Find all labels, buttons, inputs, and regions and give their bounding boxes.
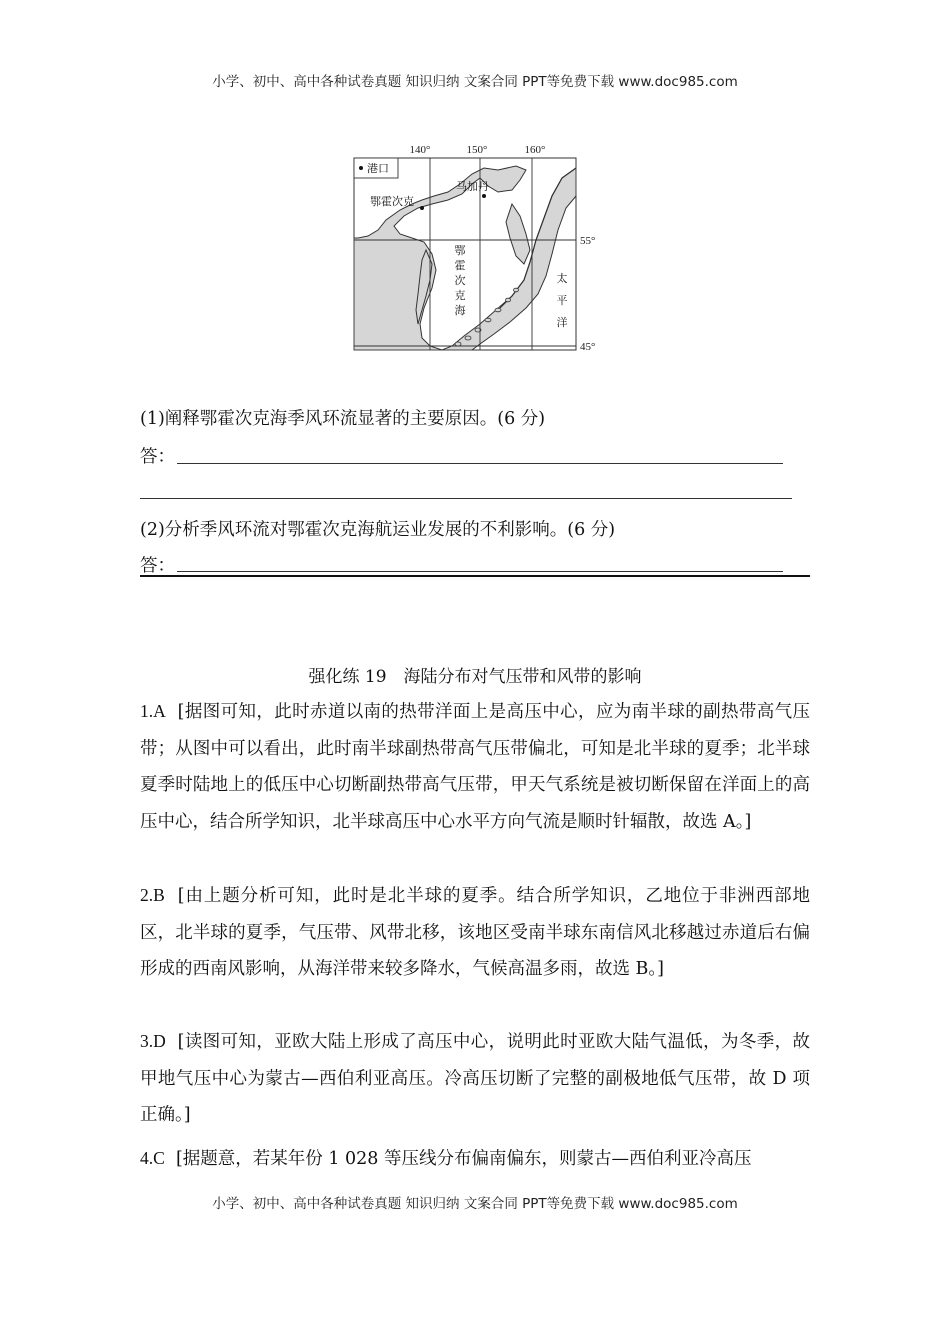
answer-4 [140,1140,810,1178]
okhotsk-map [340,138,620,360]
lat-label-55: 55° [580,235,596,247]
answer-3 [140,1023,810,1134]
answer-2-number: 2.B [140,885,165,905]
svg-text:海: 海 [454,304,466,317]
question-2: (2)分析季风环流对鄂霍次克海航运业发展的不利影响。(6 分) [140,520,616,540]
port-magadan-label: 马加丹 [456,180,489,193]
lat-label-45: 45° [580,341,596,353]
svg-text:克: 克 [454,289,466,302]
section-title: 强化练 19 海陆分布对气压带和风带的影响 [308,667,642,687]
sea-label [455,244,466,317]
port-okhotsk-dot [420,206,424,210]
answer-4-text: [据题意，若某年份 1 028 等压线分布偏南偏东，则蒙古—西伯利亚冷高压 [175,1149,752,1169]
port-magadan-dot [482,194,486,198]
answer-line-2a[interactable] [177,571,783,572]
port-okhotsk-label: 鄂霍次克 [370,195,414,208]
answer-1 [140,693,810,840]
lon-label-140: 140° [409,144,431,156]
answer-label-2: 答： [140,556,175,576]
svg-text:平: 平 [556,294,568,307]
answer-line-1a[interactable] [177,463,783,464]
legend-label: 港口 [367,162,389,175]
ocean-label [557,271,568,329]
answer-4-number: 4.C [140,1148,165,1168]
answer-line-1b[interactable] [140,498,792,499]
lon-label-150: 150° [466,144,488,156]
answer-label-1: 答： [140,447,175,467]
page-footer: 小学、初中、高中各种试卷真题 知识归纳 文案合同 PPT等免费下载 www.doc985.com [212,1196,738,1212]
svg-text:鄂: 鄂 [454,244,466,257]
question-1: (1)阐释鄂霍次克海季风环流显著的主要原因。(6 分) [140,409,546,429]
lon-label-160: 160° [524,144,546,156]
answer-3-number: 3.D [140,1031,166,1051]
svg-text:洋: 洋 [556,316,568,329]
answer-1-number: 1.A [140,701,166,721]
answer-2 [140,877,810,988]
svg-text:次: 次 [454,274,466,287]
svg-text:霍: 霍 [454,259,466,272]
svg-text:太: 太 [556,272,568,285]
section-divider [140,575,810,577]
answer-1-text: [据图可知，此时赤道以南的热带洋面上是高压中心，应为南半球的副热带高气压带；从图中可以看出，此时南半球副热带高气压带偏北，可知是北半球的夏季；北半球夏季时陆地上的低压中心切断副热带高气压带，甲天气系统是被切断保留在洋面上的高压中心，结合所学知识，北半球高压中心水平方向气流是顺时针辐散，故选 A。] [140,702,810,832]
page-header: 小学、初中、高中各种试卷真题 知识归纳 文案合同 PPT等免费下载 www.doc985.com [212,74,738,90]
answer-3-text: [读图可知，亚欧大陆上形成了高压中心，说明此时亚欧大陆气温低，为冬季，故甲地气压中心为蒙古—西伯利亚高压。冷高压切断了完整的副极地低气压带，故 D 项正确。] [140,1032,810,1125]
answer-2-text: [由上题分析可知，此时是北半球的夏季。结合所学知识，乙地位于非洲西部地区，北半球的夏季，气压带、风带北移，该地区受南半球东南信风北移越过赤道后右偏形成的西南风影响，从海洋带来较多降水，气候高温多雨，故选 B。] [140,886,810,979]
legend-port-dot [359,166,363,170]
